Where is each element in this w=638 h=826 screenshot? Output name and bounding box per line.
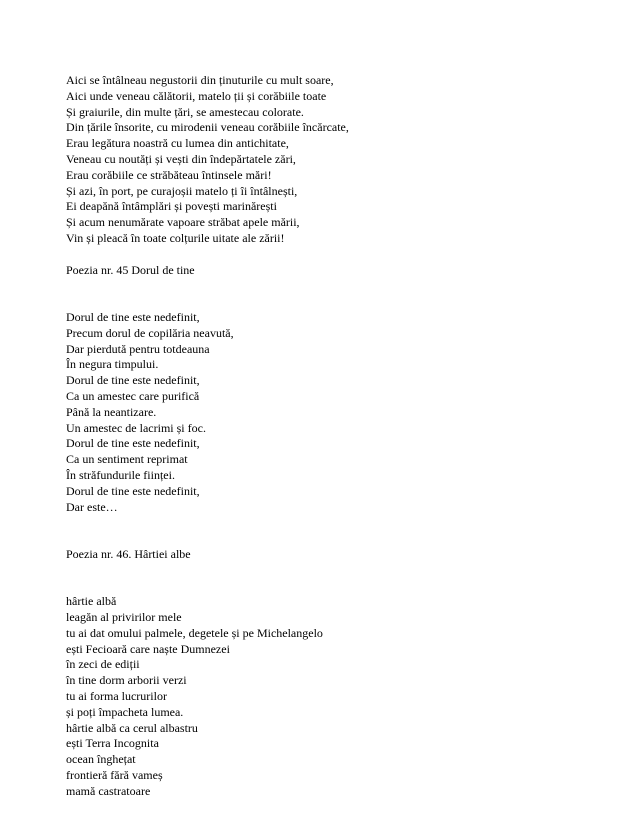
- poem-line: Dorul de tine este nedefinit,: [66, 373, 200, 388]
- poem-line: Erau legătura noastră cu lumea din antichitate,: [66, 136, 289, 151]
- spacer: [66, 515, 586, 547]
- poem-line: Și acum nenumărate vapoare străbat apele mării,: [66, 215, 300, 230]
- poem-44-tail: [66, 73, 586, 247]
- poem-45: [66, 310, 586, 515]
- poem-line: Un amestec de lacrimi și foc.: [66, 420, 206, 435]
- poem-line: Până la neantizare.: [66, 404, 157, 419]
- poem-line: tu ai forma lucrurilor: [66, 689, 167, 704]
- poem-line: Din țările însorite, cu mirodenii veneau corăbiile încărcate,: [66, 120, 349, 135]
- poem-line: hârtie albă: [66, 594, 117, 609]
- poem-46-title: Poezia nr. 46. Hârtiei albe: [66, 546, 191, 561]
- poem-line: Dorul de tine este nedefinit,: [66, 483, 200, 498]
- spacer: [66, 563, 586, 595]
- poem-line: ești Terra Incognita: [66, 736, 159, 751]
- poem-line: în zeci de ediții: [66, 657, 140, 672]
- poem-line: tu ai dat omului palmele, degetele și pe Michelangelo: [66, 625, 323, 640]
- poem-line: Și graiurile, din multe țări, se amestecau colorate.: [66, 104, 304, 119]
- spacer: [66, 278, 586, 310]
- document-body: [66, 73, 586, 800]
- poem-line: și poți împacheta lumea.: [66, 704, 184, 719]
- poem-line: Aici se întâlneau negustorii din ținuturile cu mult soare,: [66, 73, 334, 87]
- poem-line: frontieră fără vameș: [66, 768, 163, 783]
- poem-line: Dar este…: [66, 499, 118, 514]
- poem-line: În negura timpului.: [66, 357, 159, 372]
- poem-line: ocean înghețat: [66, 752, 136, 767]
- poem-line: În străfundurile ființei.: [66, 467, 175, 482]
- poem-line: Dar pierdută pentru totdeauna: [66, 341, 210, 356]
- poem-line: Vin și pleacă în toate colțurile uitate ale zării!: [66, 230, 285, 245]
- poem-line: Ca un sentiment reprimat: [66, 452, 188, 467]
- poem-line: Precum dorul de copilăria neavută,: [66, 325, 234, 340]
- poem-line: leagăn al privirilor mele: [66, 610, 182, 625]
- spacer: [66, 247, 586, 263]
- poem-line: Dorul de tine este nedefinit,: [66, 436, 200, 451]
- poem-line: ești Fecioară care naște Dumnezei: [66, 641, 230, 656]
- poem-line: Ei deapănă întâmplări și povești marinărești: [66, 199, 277, 214]
- poem-line: Și azi, în port, pe curajoșii matelo ți îi întâlnești,: [66, 183, 298, 198]
- poem-line: Ca un amestec care purifică: [66, 388, 200, 403]
- poem-45-title: Poezia nr. 45 Dorul de tine: [66, 262, 195, 277]
- poem-line: hârtie albă ca cerul albastru: [66, 720, 198, 735]
- poem-line: mamă castratoare: [66, 783, 151, 798]
- poem-line: Aici unde veneau călătorii, matelo ții și corăbiile toate: [66, 88, 327, 103]
- poem-46: [66, 594, 586, 799]
- poem-line: Dorul de tine este nedefinit,: [66, 309, 200, 324]
- poem-line: Veneau cu noutăți și vești din îndepărtatele zări,: [66, 151, 296, 166]
- poem-line: Erau corăbiile ce străbăteau întinsele mări!: [66, 167, 272, 182]
- poem-line: în tine dorm arborii verzi: [66, 673, 187, 688]
